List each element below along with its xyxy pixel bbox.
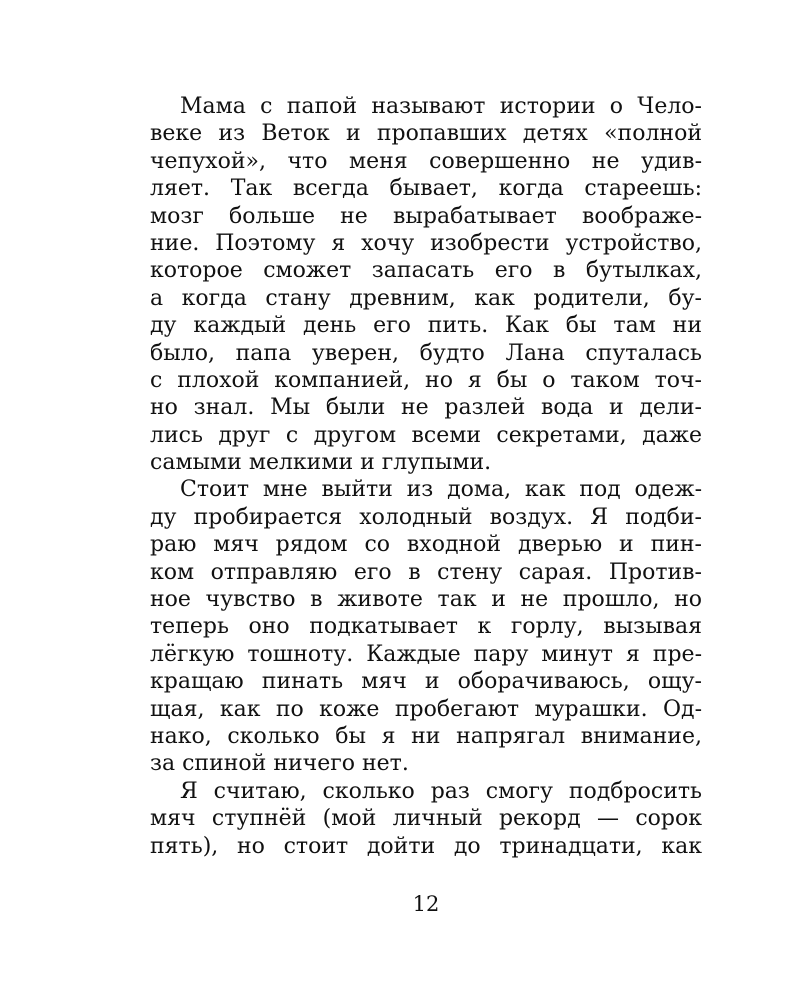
text-line: теперь оно подкатывает к горлу, вызывая: [150, 614, 702, 640]
text-line: за спиной ничего нет.: [150, 751, 409, 777]
text-line: лёгкую тошноту. Каждые пару минут я пре-: [150, 641, 702, 667]
text-line: а когда стану древним, как родители, бу-: [150, 285, 702, 311]
text-line: ду каждый день его пить. Как бы там ни: [150, 313, 702, 339]
text-line: ду пробирается холодный воздух. Я подби-: [150, 504, 702, 530]
text-line: ние. Поэтому я хочу изобрести устройство,: [150, 230, 702, 256]
text-line: которое сможет запасать его в бутылках,: [150, 258, 702, 284]
body-text: [150, 93, 702, 860]
text-line: ное чувство в животе так и не прошло, но: [150, 587, 702, 613]
text-line: с плохой компанией, но я бы о таком точ-: [150, 367, 702, 393]
text-line: Я считаю, сколько раз смогу подбросить: [180, 778, 702, 804]
text-line: чепухой», что меня совершенно не удив-: [150, 148, 702, 174]
text-line: мяч ступнёй (мой личный рекорд — сорок: [150, 806, 702, 832]
text-line: пять), но стоит дойти до тринадцати, как: [150, 833, 702, 859]
text-line: нако, сколько бы я ни напрягал внимание,: [150, 723, 702, 749]
text-line: раю мяч рядом со входной дверью и пин-: [150, 532, 702, 558]
text-line: ком отправляю его в стену сарая. Против-: [150, 559, 702, 585]
text-line: веке из Веток и пропавших детях «полной: [150, 121, 702, 147]
text-line: щая, как по коже пробегают мурашки. Од-: [150, 696, 702, 722]
text-line: мозг больше не вырабатывает воображе-: [150, 203, 702, 229]
text-line: самыми мелкими и глупыми.: [150, 450, 492, 476]
text-line: Стоит мне выйти из дома, как под одеж-: [180, 477, 702, 503]
text-line: лись друг с другом всеми секретами, даже: [150, 422, 702, 448]
text-line: ляет. Так всегда бывает, когда стареешь:: [150, 176, 702, 202]
text-line: но знал. Мы были не разлей вода и дели-: [150, 395, 702, 421]
text-line: кращаю пинать мяч и оборачиваюсь, ощу-: [150, 669, 702, 695]
page-number: 12: [412, 892, 440, 916]
text-line: было, папа уверен, будто Лана спуталась: [150, 340, 702, 366]
text-line: Мама с папой называют истории о Чело-: [180, 94, 702, 119]
